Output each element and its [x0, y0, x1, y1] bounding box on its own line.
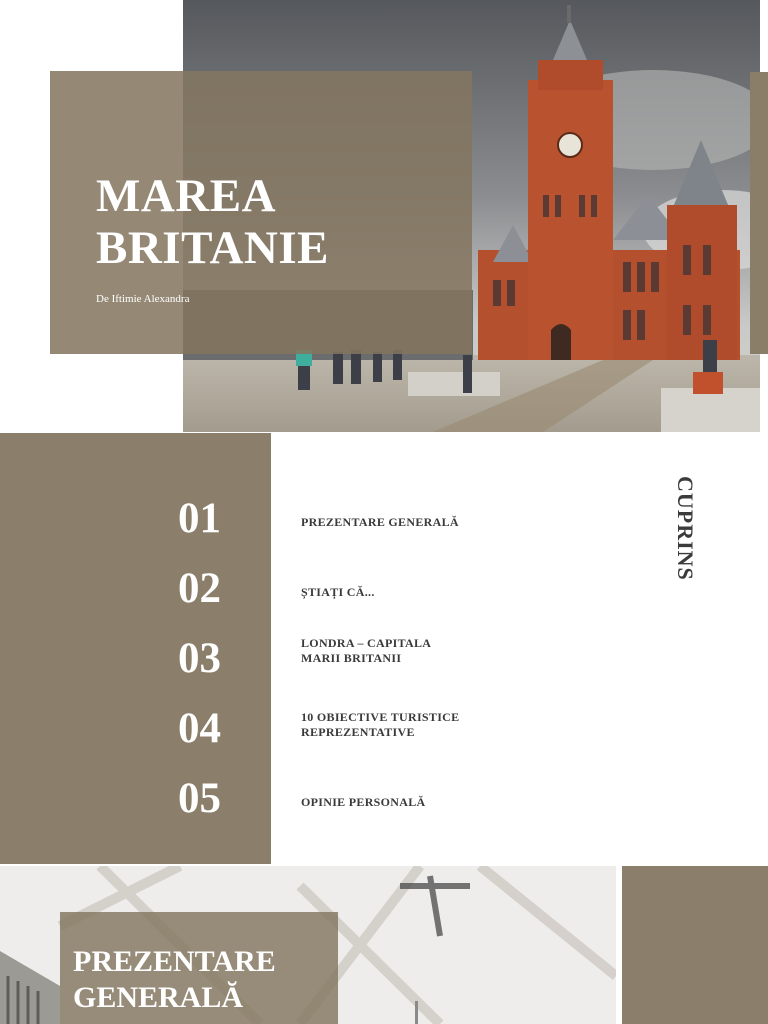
toc-number: 02 [178, 565, 221, 612]
section-title: PREZENTARE GENERALĂ [73, 945, 276, 1014]
contents-heading: CUPRINS [673, 476, 698, 581]
toc-number: 05 [178, 775, 221, 822]
document-title: MAREA BRITANIE [96, 170, 329, 274]
toc-item-label[interactable]: PREZENTARE GENERALĂ [301, 515, 459, 529]
toc-item-label[interactable]: ȘTIAȚI CĂ... [301, 585, 375, 599]
toc-item-label[interactable]: OPINIE PERSONALĂ [301, 795, 426, 809]
toc-item-label[interactable]: LONDRA – CAPITALA MARII BRITANII [301, 636, 431, 665]
decorative-strip [750, 72, 768, 354]
decorative-block [622, 866, 768, 1024]
toc-number: 01 [178, 495, 221, 542]
toc-number: 03 [178, 635, 221, 682]
toc-item-label[interactable]: 10 OBIECTIVE TURISTICE REPREZENTATIVE [301, 710, 460, 739]
toc-number: 04 [178, 705, 221, 752]
author-byline: De Iftimie Alexandra [96, 293, 190, 305]
